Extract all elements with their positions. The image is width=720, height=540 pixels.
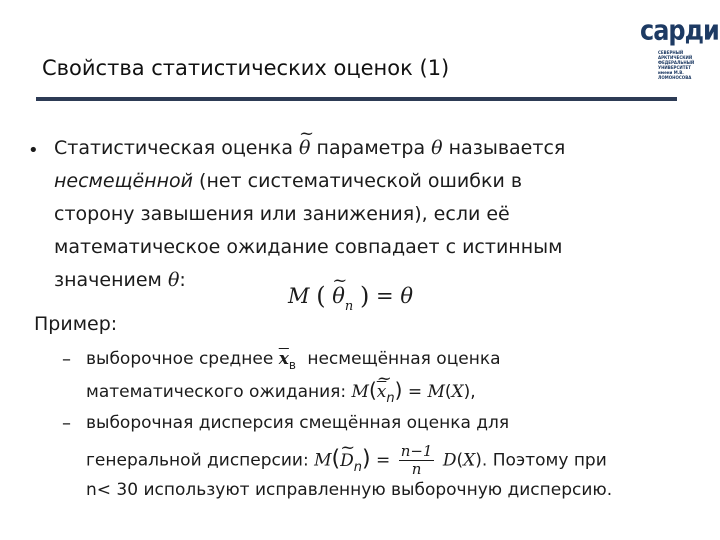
math-d: D	[442, 450, 457, 471]
formula-m: M	[288, 284, 310, 308]
theta-symbol: θ	[167, 269, 180, 291]
formula-theta: θ	[400, 284, 413, 308]
formula-paren-open: (	[316, 282, 326, 310]
sample-mean-symbol: $\overline{x}$	[278, 349, 289, 369]
definition-line-2	[54, 170, 522, 192]
item-text: несмещённая оценка	[307, 349, 501, 369]
math-equals: =	[376, 450, 391, 471]
math-m: M	[314, 450, 332, 471]
math-d: ~ D	[340, 451, 354, 471]
definition-text: параметра	[316, 137, 426, 159]
math-subscript: n	[353, 459, 363, 475]
definition-text: называется	[448, 137, 566, 159]
item-text: математического ожидания:	[86, 382, 347, 402]
math-m: M	[427, 382, 445, 402]
dash-marker: –	[62, 413, 71, 434]
example-item-2-line-3: n< 30 используют исправленную выборочную дисперсию.	[86, 480, 613, 500]
formula-subscript: n	[344, 299, 354, 314]
theta-tilde-symbol: ~ θ	[299, 137, 310, 159]
example-item-2-line-1: выборочная дисперсия смещённая оценка для	[86, 413, 510, 433]
fraction-denominator: n	[411, 460, 422, 478]
definition-text: значением	[54, 269, 162, 291]
example-item-1-line-2: математического ожидания: M(~ $\overline{x}_n) = M(X)$,	[86, 378, 476, 402]
fraction	[399, 443, 435, 478]
definition-line-1	[54, 137, 565, 159]
item-text: . Поэтому при	[481, 450, 607, 471]
math-subscript: n	[386, 391, 395, 406]
formula-equals: =	[376, 284, 394, 308]
math-x: X	[451, 382, 464, 402]
math-x-mean: ~ $\overline{x}$	[377, 382, 387, 402]
math-m: M	[351, 382, 369, 402]
definition-line-4: математическое ожидание совпадает с истинным	[54, 236, 563, 258]
fraction-numerator: n−1	[400, 442, 433, 460]
formula-paren-close: )	[359, 282, 370, 310]
definition-text: Статистическая оценка	[54, 137, 293, 159]
definition-line-5	[54, 269, 186, 291]
definition-text: (нет систематической ошибки в	[199, 170, 523, 192]
bullet-marker: •	[28, 140, 39, 161]
unbiased-term: несмещённой	[54, 170, 193, 192]
item-text: генеральной дисперсии:	[86, 450, 309, 471]
unbiasedness-formula	[288, 281, 413, 314]
punctuation: ,	[470, 382, 476, 402]
definition-line-3: сторону завышения или занижения), если её	[54, 203, 510, 225]
example-item-2-line-2: генеральной дисперсии: M(~ $D_n$) = $\frac{n-1}{n}$ D(X). Поэтому при	[86, 443, 607, 478]
logo-caption: СЕВЕРНЫЙ АРКТИЧЕСКИЙ ФЕДЕРАЛЬНЫЙ УНИВЕРСИТЕТ имени М.В. ЛОМОНОСОВА	[658, 50, 695, 80]
math-x: X	[463, 450, 476, 471]
formula-theta-tilde: ~ θ	[332, 284, 345, 308]
colon: :	[179, 269, 186, 291]
example-item-1-line-1	[86, 349, 501, 372]
example-label: Пример:	[34, 313, 118, 335]
math-equals: =	[407, 382, 423, 402]
theta-symbol: θ	[431, 137, 443, 159]
slide-title: Свойства статистических оценок (1)	[42, 56, 450, 80]
logo-wordmark: сарди	[640, 14, 719, 47]
dash-marker: –	[62, 349, 71, 370]
sample-mean-subscript: в	[288, 358, 296, 372]
item-text: выборочное среднее	[86, 349, 274, 369]
